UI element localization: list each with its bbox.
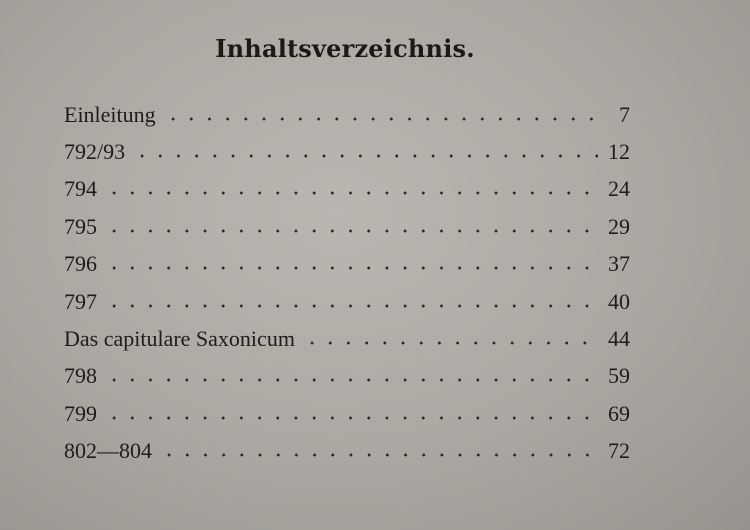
toc-entry-792-93 xyxy=(64,133,630,170)
table-of-contents xyxy=(64,96,630,470)
toc-entry-label: 795 xyxy=(64,213,97,239)
toc-entry-795 xyxy=(64,208,630,245)
toc-entry-label: 798 xyxy=(64,363,97,389)
dot-leader xyxy=(105,253,598,275)
toc-entry-802-804 xyxy=(64,433,630,470)
toc-entry-page-number: 37 xyxy=(608,251,630,277)
dot-leader xyxy=(164,104,598,126)
toc-entry-page-number: 29 xyxy=(608,213,630,239)
dot-leader xyxy=(105,178,598,200)
toc-entry-798 xyxy=(64,358,630,395)
dot-leader xyxy=(133,141,598,163)
toc-entry-794 xyxy=(64,171,630,208)
dot-leader xyxy=(105,403,598,425)
toc-entry-label: Das capitulare Saxonicum xyxy=(64,326,295,352)
toc-entry-page-number: 40 xyxy=(608,288,630,314)
toc-entry-label: 799 xyxy=(64,400,97,426)
toc-entry-label: Einleitung xyxy=(64,101,156,127)
dot-leader xyxy=(105,216,598,238)
toc-entry-label: 797 xyxy=(64,288,97,314)
toc-entry-page-number: 59 xyxy=(608,363,630,389)
toc-entry-label: 794 xyxy=(64,176,97,202)
toc-entry-page-number: 12 xyxy=(608,139,630,165)
toc-entry-796 xyxy=(64,246,630,283)
dot-leader xyxy=(105,365,598,387)
toc-entry-capitulare-saxonicum xyxy=(64,320,630,357)
toc-entry-page-number: 72 xyxy=(608,438,630,464)
dot-leader xyxy=(160,440,598,462)
toc-entry-799 xyxy=(64,395,630,432)
toc-entry-page-number: 24 xyxy=(608,176,630,202)
toc-entry-page-number: 7 xyxy=(619,101,630,127)
toc-entry-einleitung xyxy=(64,96,630,133)
toc-entry-label: 796 xyxy=(64,251,97,277)
toc-entry-page-number: 69 xyxy=(608,400,630,426)
toc-entry-label: 792/93 xyxy=(64,139,126,165)
toc-entry-797 xyxy=(64,283,630,320)
page-title: Inhaltsverzeichnis. xyxy=(215,34,475,63)
toc-entry-page-number: 44 xyxy=(608,326,630,352)
dot-leader xyxy=(105,291,598,313)
toc-entry-label: 802—804 xyxy=(64,438,152,464)
dot-leader xyxy=(303,328,598,350)
